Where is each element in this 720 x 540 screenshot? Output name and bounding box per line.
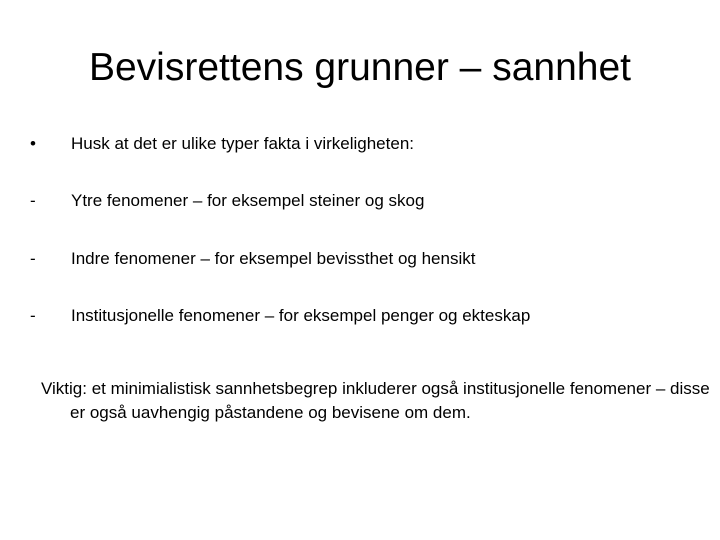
dash-marker: - xyxy=(30,306,36,325)
bullet-text: Husk at det er ulike typer fakta i virkeligheten: xyxy=(71,134,414,153)
important-note: Viktig: et minimialistisk sannhetsbegrep inkluderer også institusjonelle fenomener – disse er også uavhengig påstandene og bevisene om dem. xyxy=(41,379,710,422)
slide-title: Bevisrettens grunner – sannhet xyxy=(88,46,631,89)
bullet-marker: • xyxy=(30,134,36,153)
dash-text: Ytre fenomener – for eksempel steiner og skog xyxy=(71,191,425,210)
dash-marker: - xyxy=(30,249,36,268)
dash-text: Institusjonelle fenomener – for eksempel penger og ekteskap xyxy=(71,306,531,325)
dash-marker: - xyxy=(30,191,36,210)
dash-text: Indre fenomener – for eksempel bevissthet og hensikt xyxy=(71,249,476,268)
